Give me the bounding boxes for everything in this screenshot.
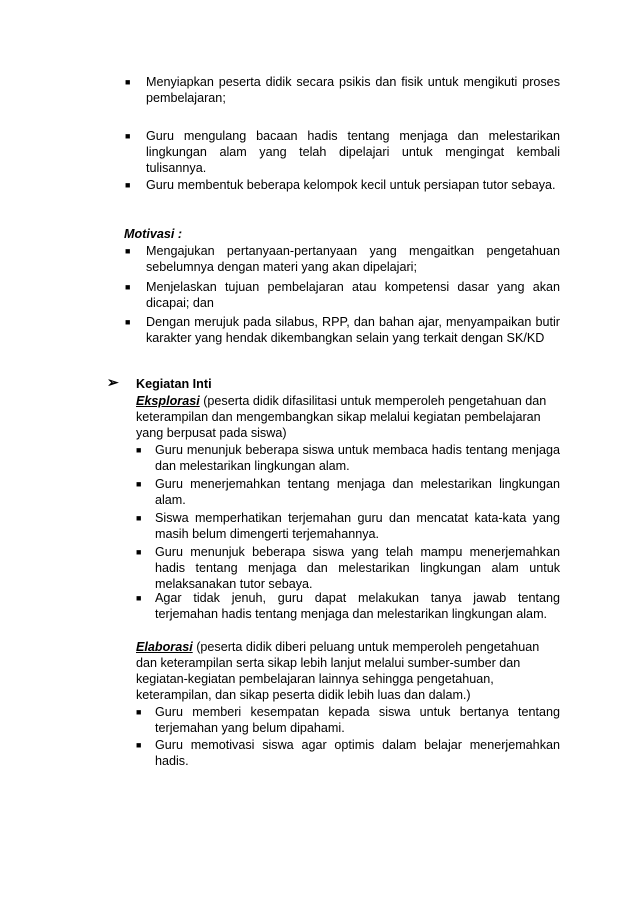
- bullet-icon: ■: [136, 445, 142, 455]
- eksplorasi-item: Guru menerjemahkan tentang menjaga dan melestarikan lingkungan alam.: [155, 477, 560, 507]
- kegiatan-inti-heading: Kegiatan Inti: [136, 377, 212, 391]
- motivasi-item: Mengajukan pertanyaan-pertanyaan yang mengaitkan pengetahuan sebelumnya dengan materi yang akan dipelajari;: [146, 244, 560, 274]
- bullet-icon: ■: [125, 317, 131, 327]
- bullet-icon: ■: [136, 740, 142, 750]
- bullet-icon: ■: [136, 513, 142, 523]
- eksplorasi-item: Agar tidak jenuh, guru dapat melakukan tanya jawab tentang terjemahan hadis tentang menjaga dan melestarikan lingkungan alam.: [155, 591, 560, 621]
- intro-item: Guru mengulang bacaan hadis tentang menjaga dan melestarikan lingkungan alam yang telah dipelajari untuk mengingat kembali tulisannya.: [146, 129, 560, 175]
- bullet-icon: ■: [136, 593, 142, 603]
- bullet-icon: ■: [136, 547, 142, 557]
- motivasi-heading: Motivasi :: [124, 227, 183, 241]
- bullet-icon: ■: [136, 479, 142, 489]
- eksplorasi-item: Guru menunjuk beberapa siswa yang telah mampu menerjemahkan hadis tentang menjaga dan melestarikan lingkungan alam untuk melaksanakan tutor sebaya.: [155, 545, 560, 591]
- bullet-icon: ■: [125, 131, 131, 141]
- eksplorasi-description: (peserta didik difasilitasi untuk memperoleh pengetahuan dan keterampilan dan mengembangkan sikap melalui kegiatan pembelajaran yang berpusat pada siswa): [136, 394, 547, 440]
- elaborasi-item: Guru memberi kesempatan kepada siswa untuk bertanya tentang terjemahan yang belum dipahami.: [155, 705, 560, 735]
- arrow-bullet-icon: ➢: [107, 374, 119, 390]
- bullet-icon: ■: [125, 282, 131, 292]
- intro-item: Menyiapkan peserta didik secara psikis dan fisik untuk mengikuti proses pembelajaran;: [146, 75, 560, 105]
- eksplorasi-item: Siswa memperhatikan terjemahan guru dan mencatat kata-kata yang masih belum dimengerti terjemahannya.: [155, 511, 560, 541]
- eksplorasi-item: Guru menunjuk beberapa siswa untuk membaca hadis tentang menjaga dan melestarikan lingkungan alam.: [155, 443, 560, 473]
- bullet-icon: ■: [125, 180, 131, 190]
- eksplorasi-title: Eksplorasi: [136, 394, 200, 408]
- bullet-icon: ■: [125, 246, 131, 256]
- intro-item: Guru membentuk beberapa kelompok kecil untuk persiapan tutor sebaya.: [146, 178, 556, 192]
- bullet-icon: ■: [136, 707, 142, 717]
- elaborasi-paragraph: [136, 639, 556, 703]
- motivasi-item: Dengan merujuk pada silabus, RPP, dan bahan ajar, menyampaikan butir karakter yang hendak dikembangkan selain yang terkait dengan SK/KD: [146, 315, 560, 345]
- elaborasi-description: (peserta didik diberi peluang untuk memperoleh pengetahuan dan keterampilan serta sikap lebih lanjut melalui sumber-sumber dan kegiatan-kegiatan pembelajaran lainnya sehingga pengetahuan, keterampilan, dan sikap peserta didik lebih luas dan dalam.): [136, 640, 540, 702]
- elaborasi-title: Elaborasi: [136, 640, 193, 654]
- elaborasi-item: Guru memotivasi siswa agar optimis dalam belajar menerjemahkan hadis.: [155, 738, 560, 768]
- bullet-icon: ■: [125, 77, 131, 87]
- eksplorasi-paragraph: [136, 393, 564, 441]
- motivasi-item: Menjelaskan tujuan pembelajaran atau kompetensi dasar yang akan dicapai; dan: [146, 280, 560, 310]
